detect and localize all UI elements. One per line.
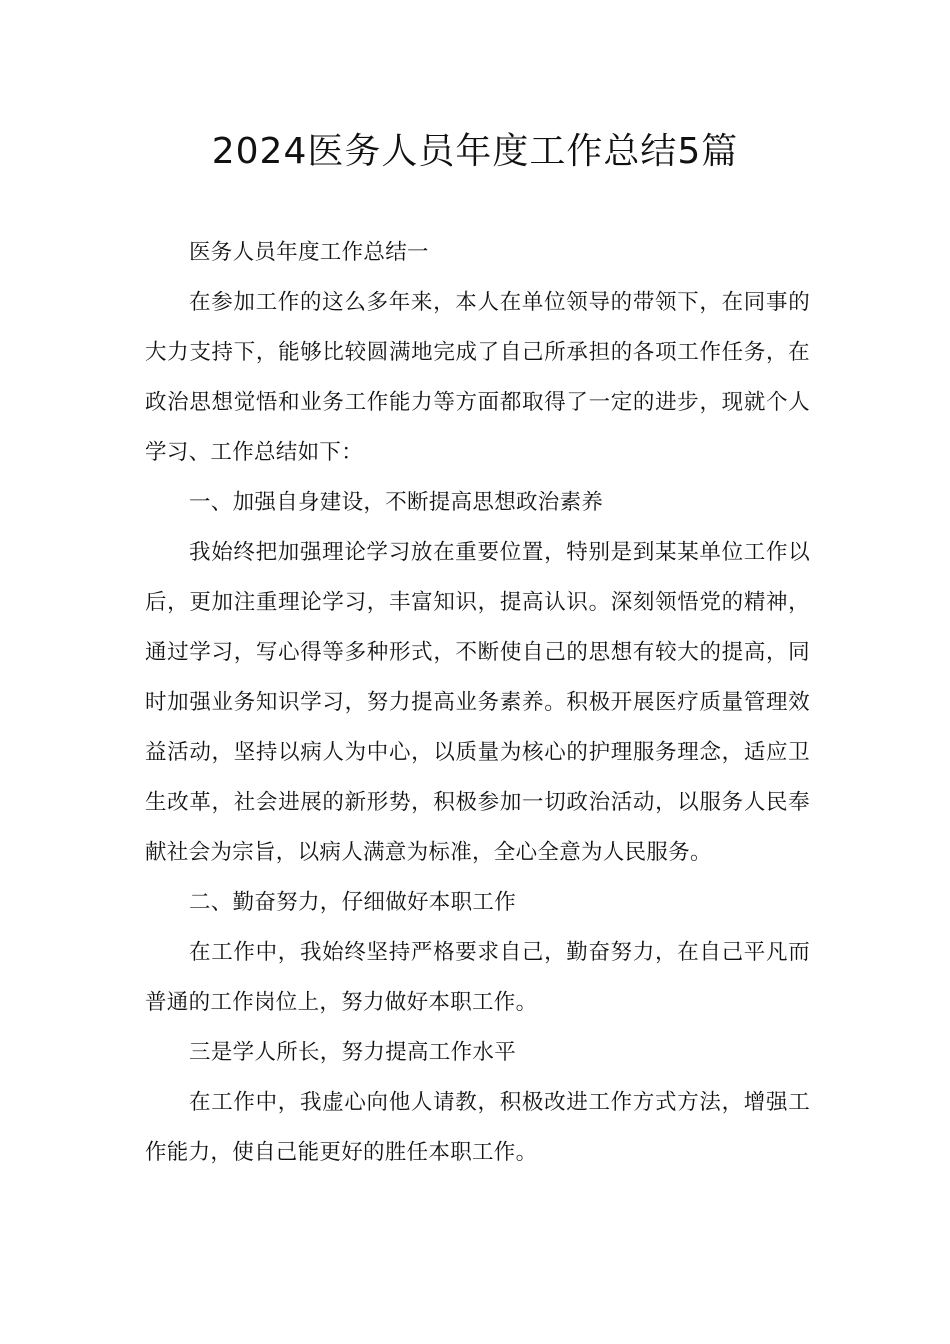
- section-two-paragraph: 在工作中，我始终坚持严格要求自己，勤奋努力，在自己平凡而普通的工作岗位上，努力做好本职工作。: [145, 940, 810, 1015]
- section-heading-three: 三是学人所长，努力提高工作水平: [189, 1040, 517, 1065]
- document-body: [145, 228, 810, 1178]
- section-three-paragraph: 在工作中，我虚心向他人请教，积极改进工作方式方法，增强工作能力，使自己能更好的胜任本职工作。: [145, 1090, 810, 1165]
- section-heading-two: 二、勤奋努力，仔细做好本职工作: [189, 890, 517, 915]
- intro-paragraph: 在参加工作的这么多年来，本人在单位领导的带领下，在同事的大力支持下，能够比较圆满地完成了自己所承担的各项工作任务，在政治思想觉悟和业务工作能力等方面都取得了一定的进步，现就个人学习、工作总结如下：: [145, 290, 810, 465]
- section-one-paragraph: 我始终把加强理论学习放在重要位置，特别是到某某单位工作以后，更加注重理论学习，丰富知识，提高认识。深刻领悟党的精神，通过学习，写心得等多种形式，不断使自己的思想有较大的提高，同时加强业务知识学习，努力提高业务素养。积极开展医疗质量管理效益活动，坚持以病人为中心，以质量为核心的护理服务理念，适应卫生改革，社会进展的新形势，积极参加一切政治活动，以服务人民奉献社会为宗旨，以病人满意为标准，全心全意为人民服务。: [145, 540, 810, 865]
- section-heading-one: 一、加强自身建设，不断提高思想政治素养: [189, 490, 604, 515]
- document-title: 2024医务人员年度工作总结5篇: [211, 131, 739, 172]
- section-heading-summary-one: 医务人员年度工作总结一: [189, 240, 429, 265]
